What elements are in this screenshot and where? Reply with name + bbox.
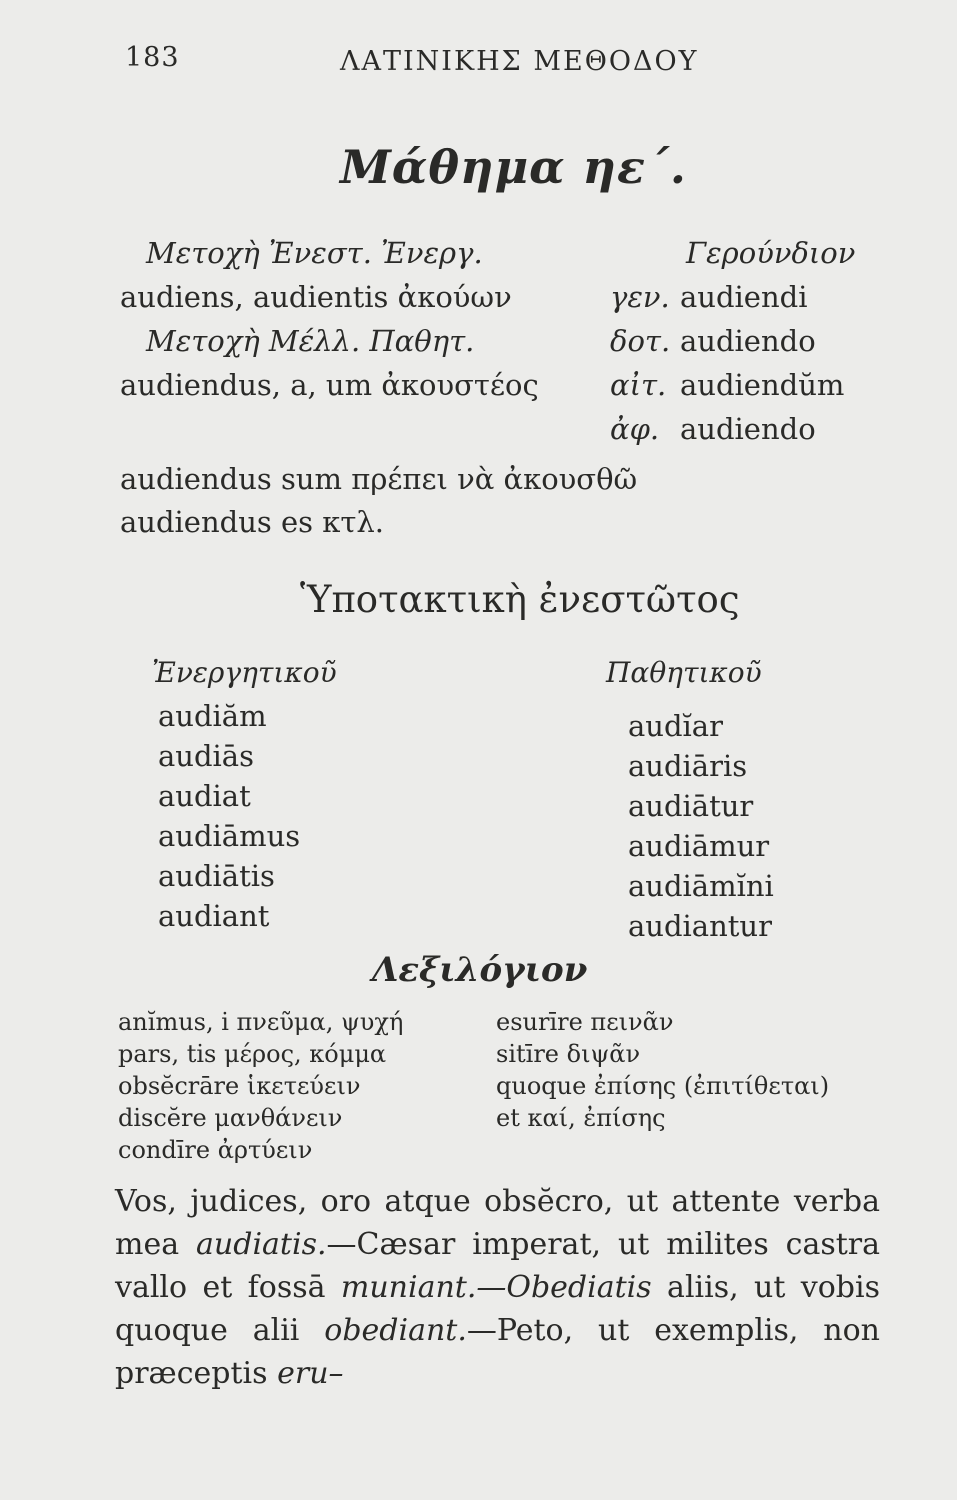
vocab-entry: pars, tis μέρος, κόμμα [118, 1040, 387, 1068]
exercise-emphasis: obediant. [324, 1313, 467, 1348]
gerund-form: audiendi [680, 280, 808, 314]
passive-form: audiāmur [628, 829, 770, 863]
vocab-entry: condīre ἀρτύειν [118, 1136, 313, 1164]
exercise-emphasis: muniant. [340, 1270, 477, 1305]
periphrastic-line-2: audiendus es κτλ. [120, 505, 385, 539]
gerund-case: δοτ. [610, 324, 671, 358]
gerund-form: audiendo [680, 412, 816, 446]
exercise-emphasis: —Obediatis [476, 1270, 652, 1305]
exercise-text: —Peto, ut exemplis, non præceptis [115, 1313, 880, 1391]
vocab-entry: esurīre πεινᾶν [496, 1008, 674, 1036]
exercise-emphasis: audiatis. [196, 1227, 327, 1262]
active-form: audiăm [158, 699, 267, 733]
active-forms-list [158, 696, 300, 936]
present-participle-forms: audiens, audientis ἀκούων [120, 280, 512, 314]
vocab-entry: et καί, ἐπίσης [496, 1104, 666, 1132]
exercise-text: Vos, judices, oro atque obsĕcro, ut attente verba mea [115, 1184, 880, 1262]
vocab-entry: discĕre μανθάνειν [118, 1104, 343, 1132]
vocab-entry: sitīre διψᾶν [496, 1040, 641, 1068]
exercise-text: aliis, ut vobis quoque alii [115, 1270, 880, 1348]
exercise-paragraph [115, 1180, 880, 1395]
gerund-heading: Γερούνδιον [686, 236, 856, 270]
gerund-case: ἀφ. [610, 412, 660, 446]
passive-forms-list [628, 706, 774, 946]
gerund-case: αἰτ. [610, 368, 667, 402]
active-form: audiant [158, 899, 270, 933]
vocab-entry: obsĕcrāre ἱκετεύειν [118, 1072, 361, 1100]
vocab-entry: quoque ἐπίσης (ἐπιτίθεται) [496, 1072, 830, 1100]
vocabulary-title: Λεξιλόγιον [372, 950, 588, 990]
passive-form: audiāris [628, 749, 748, 783]
page-number: 183 [125, 42, 180, 73]
subjunctive-title: Ὑποτακτικὴ ἐνεστῶτος [300, 578, 740, 621]
lesson-title: Μάθημα ηε΄. [340, 140, 687, 194]
exercise-text: —Cæsar imperat, ut milites castra vallo et fossā [115, 1227, 881, 1305]
future-participle-heading: Μετοχὴ Μέλλ. Παθητ. [146, 324, 475, 358]
gerund-form: audiendo [680, 324, 816, 358]
exercise-emphasis: eru– [277, 1356, 344, 1391]
passive-form: audĭar [628, 709, 723, 743]
passive-heading: Παθητικοῦ [606, 656, 762, 689]
passive-form: audiātur [628, 789, 754, 823]
vocabulary-right-column [496, 1006, 829, 1134]
present-participle-heading: Μετοχὴ Ἐνεστ. Ἐνεργ. [146, 236, 483, 270]
gerund-form: audiendŭm [680, 368, 845, 402]
vocab-entry: anĭmus, i πνεῦμα, ψυχή [118, 1008, 404, 1036]
active-form: audiās [158, 739, 254, 773]
passive-form: audiāmĭni [628, 869, 774, 903]
passive-form: audiantur [628, 909, 772, 943]
gerund-case: γεν. [610, 280, 670, 314]
active-form: audiātis [158, 859, 275, 893]
future-participle-forms: audiendus, a, um ἀκουστέος [120, 368, 539, 402]
active-form: audiāmus [158, 819, 301, 853]
periphrastic-line-1: audiendus sum πρέπει νὰ ἀκουσθῶ [120, 462, 638, 496]
active-heading: Ἐνεργητικοῦ [152, 656, 337, 689]
vocabulary-left-column [118, 1006, 403, 1166]
running-title: ΛΑΤΙΝΙΚΗΣ ΜΕΘΟΔΟΥ [340, 46, 699, 77]
active-form: audiat [158, 779, 251, 813]
